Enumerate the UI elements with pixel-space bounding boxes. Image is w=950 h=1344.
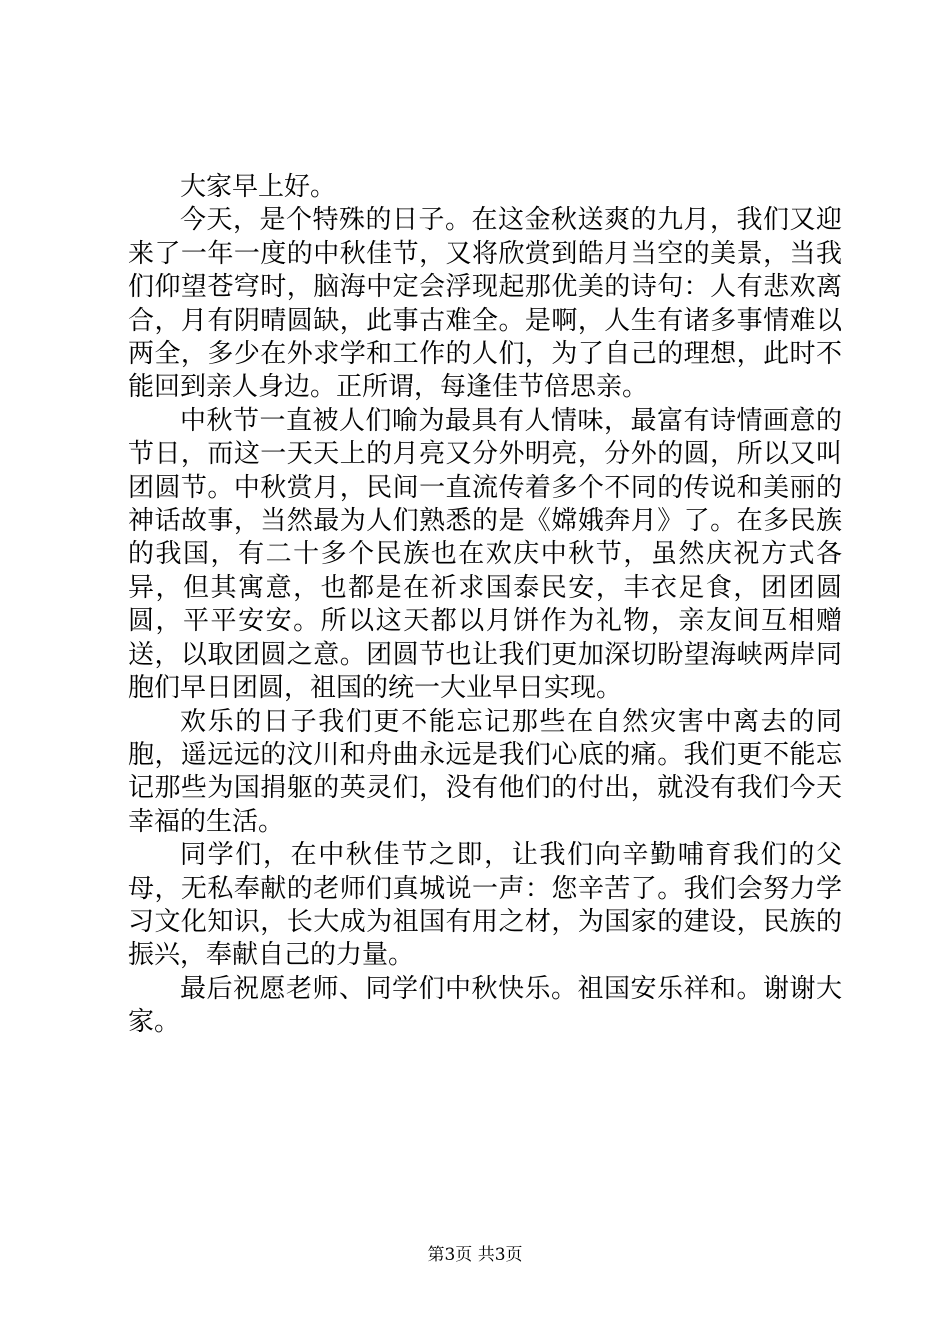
paragraph-closing-wishes: 最后祝愿老师、同学们中秋快乐。祖国安乐祥和。谢谢大家。 <box>128 973 842 1038</box>
paragraph-remembrance: 欢乐的日子我们更不能忘记那些在自然灾害中离去的同胞，遥远远的汶川和舟曲永远是我们心底的痛。我们更不能忘记那些为国捐躯的英灵们，没有他们的付出，就没有我们今天幸福的生活。 <box>128 706 842 837</box>
page-number-footer: 第3页 共3页 <box>427 1245 523 1265</box>
paragraph-reunion-festival: 中秋节一直被人们喻为最具有人情味，最富有诗情画意的节日，而这一天天上的月亮又分外明亮，分外的圆，所以又叫团圆节。中秋赏月，民间一直流传着多个不同的传说和美丽的神话故事，当然最为人们熟悉的是《嫦娥奔月》了。在多民族的我国，有二十多个民族也在欢庆中秋节，虽然庆祝方式各异，但其寓意，也都是在祈求国泰民安，丰衣足食，团团圆圆，平平安安。所以这天都以月饼作为礼物，亲友间互相赠送，以取团圆之意。团圆节也让我们更加深切盼望海峡两岸同胞们早日团圆，祖国的统一大业早日实现。 <box>128 405 842 704</box>
paragraph-mid-autumn-intro: 今天，是个特殊的日子。在这金秋送爽的九月，我们又迎来了一年一度的中秋佳节，又将欣赏到皓月当空的美景，当我们仰望苍穹时，脑海中定会浮现起那优美的诗句：人有悲欢离合，月有阴晴圆缺，此事古难全。是啊，人生有诸多事情难以两全，多少在外求学和工作的人们，为了自己的理想，此时不能回到亲人身边。正所谓，每逢佳节倍思亲。 <box>128 205 842 403</box>
document-body <box>128 171 842 1040</box>
paragraph-greeting: 大家早上好。 <box>180 172 337 202</box>
paragraph-gratitude: 同学们，在中秋佳节之即，让我们向辛勤哺育我们的父母，无私奉献的老师们真城说一声：您辛苦了。我们会努力学习文化知识，长大成为祖国有用之材，为国家的建设，民族的振兴，奉献自己的力量。 <box>128 840 842 971</box>
